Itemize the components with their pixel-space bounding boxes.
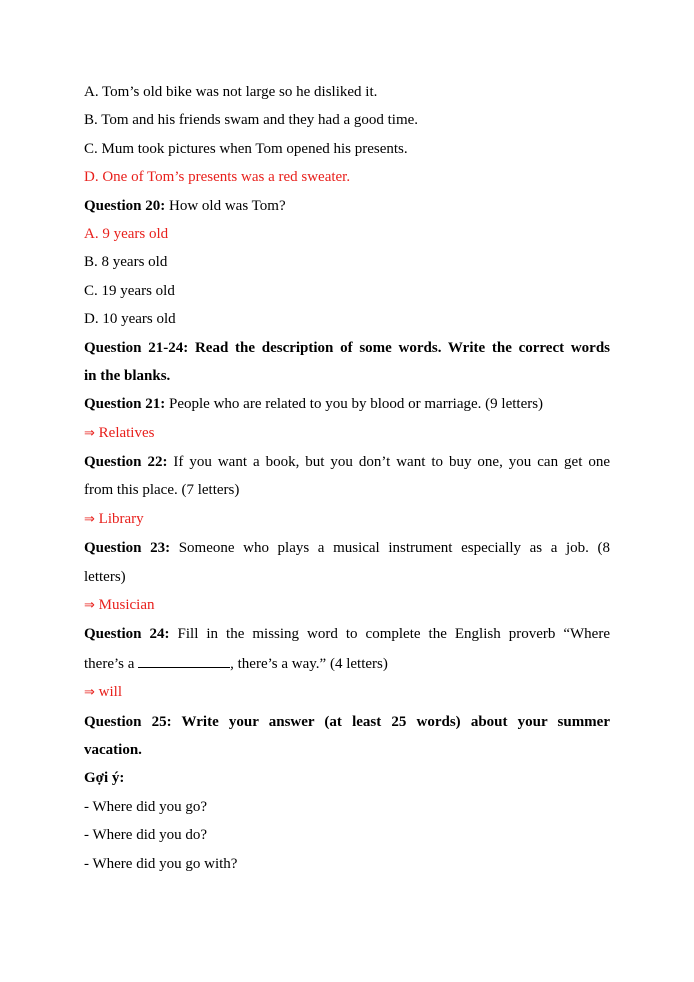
q20-option-a-correct: A. 9 years old [84, 225, 169, 242]
q19-option-d-correct: D. One of Tom’s presents was a red sweater. [84, 169, 351, 186]
q20-option-b: B. 8 years old [84, 254, 168, 271]
q22-label: Question 22: [84, 454, 168, 471]
q21-answer-text: Relatives [94, 424, 155, 441]
q23-label: Question 23: [84, 540, 171, 557]
q19-option-a: A. Tom’s old bike was not large so he disliked it. [84, 84, 378, 100]
q24-label: Question 24: [84, 626, 170, 643]
q23-answer [84, 595, 610, 616]
q23-question-line2: letters) [84, 568, 126, 585]
q20-option-c: C. 19 years old [84, 282, 175, 299]
q23-answer-text: Musician [94, 597, 155, 614]
q24-text-2-after: , there’s a way.” (4 letters) [230, 655, 388, 672]
q20-question [84, 196, 610, 216]
q22-question-line1 [84, 452, 610, 472]
q22-answer-text: Library [94, 510, 144, 527]
document-page [84, 82, 610, 882]
section-21-24-title-line2: in the blanks. [84, 367, 171, 384]
arrow-icon: ⇒ [84, 425, 95, 441]
q19-option-c: C. Mum took pictures when Tom opened his presents. [84, 140, 408, 157]
q24-question-line2 [84, 653, 610, 674]
q21-text: People who are related to you by blood or marriage. (9 letters) [165, 396, 544, 413]
arrow-icon: ⇒ [84, 598, 95, 614]
q20-label: Question 20: [84, 197, 166, 214]
q25-hint-1: - Where did you go? [84, 798, 208, 815]
q20-option-d: D. 10 years old [84, 311, 176, 328]
q25-title-line1: Question 25: Write your answer (at least 25 words) about your summer [84, 713, 610, 730]
q22-question-line2: from this place. (7 letters) [84, 482, 240, 499]
arrow-icon: ⇒ [84, 511, 95, 527]
q19-option-b: B. Tom and his friends swam and they had a good time. [84, 112, 419, 129]
q24-text-1: Fill in the missing word to complete the English proverb “Where [169, 626, 610, 643]
q24-question-line1 [84, 624, 610, 644]
q21-answer [84, 423, 610, 444]
q23-text-1: Someone who plays a musical instrument especially as a job. (8 [170, 540, 610, 557]
q21-label: Question 21: [84, 396, 166, 413]
section-21-24-title-line1: Question 21-24: Read the description of some words. Write the correct words [84, 339, 610, 356]
q24-blank [138, 653, 230, 668]
arrow-icon: ⇒ [84, 685, 95, 701]
q25-hint-label: Gợi ý: [84, 770, 125, 787]
q24-answer [84, 682, 610, 703]
q22-text-1: If you want a book, but you don’t want to buy one, you can get one [167, 454, 610, 471]
q25-hint-2: - Where did you do? [84, 827, 208, 844]
q23-question-line1 [84, 538, 610, 558]
q24-answer-text: will [94, 684, 122, 701]
q25-hint-3: - Where did you go with? [84, 855, 238, 872]
q24-text-2-before: there’s a [84, 655, 139, 672]
q20-text: How old was Tom? [165, 197, 286, 214]
q25-title-line2: vacation. [84, 741, 142, 758]
q21-question [84, 394, 610, 414]
q22-answer [84, 509, 610, 530]
